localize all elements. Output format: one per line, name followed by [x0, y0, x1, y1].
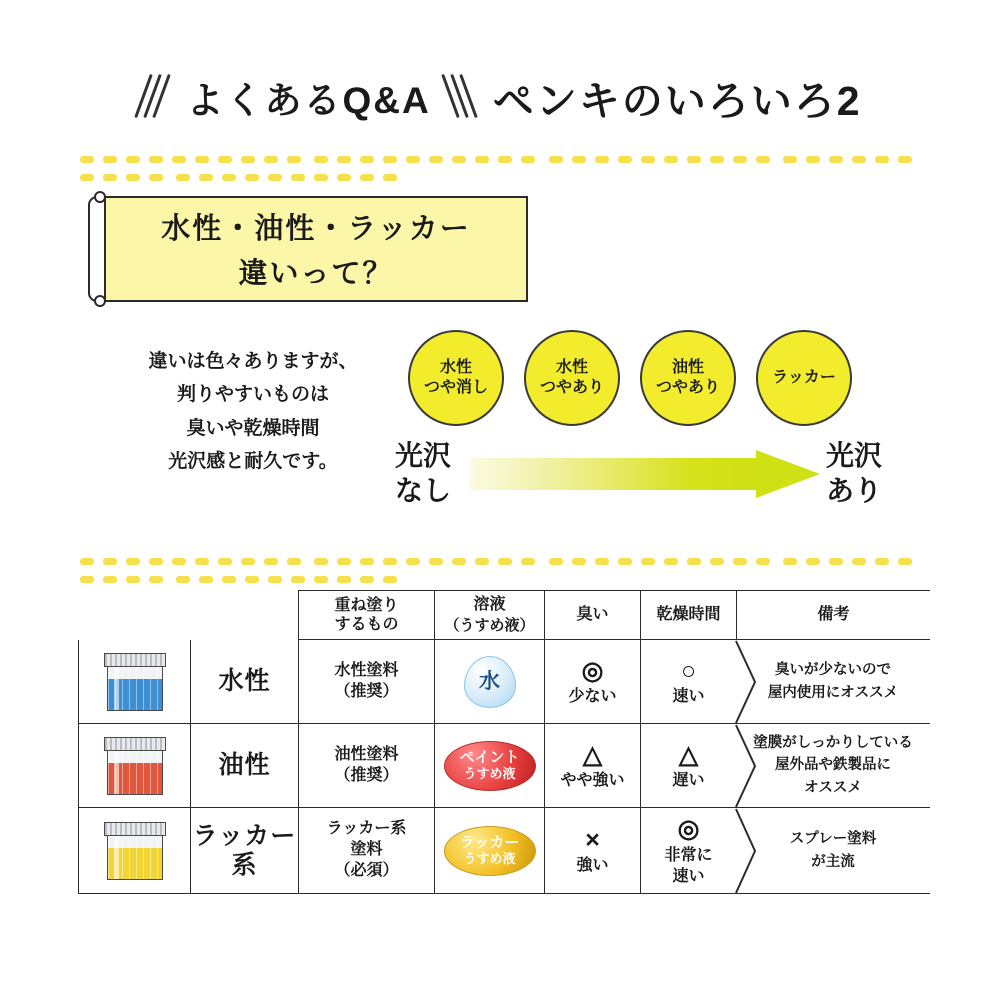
row1-dry-symbol: ○ — [680, 656, 697, 685]
banner-line2: 違いって？ — [238, 258, 394, 290]
row1-smell-symbol: ◎ — [581, 656, 604, 685]
slash-decor-right — [445, 73, 479, 121]
banner-line1: 水性・油性・ラッカー — [161, 213, 471, 245]
page-header — [0, 62, 1000, 132]
header-note — [736, 590, 930, 640]
note-arrow-icon — [735, 724, 757, 807]
row3-name-cell — [190, 808, 298, 894]
gloss-circle-1-line2: つや消し — [423, 379, 488, 396]
row3-note-line1: スプレー塗料 — [789, 831, 877, 848]
row2-note-line1: 塗膜がしっかりしている — [753, 734, 913, 751]
row2-solvent-cell — [434, 724, 544, 808]
row3-can-cell — [78, 808, 190, 894]
paint-can-icon — [104, 822, 166, 880]
lead-line-1: 違いは色々ありますが、 — [148, 351, 358, 372]
row2-dry-cell — [640, 724, 736, 808]
gloss-circle-3-line1: 油性 — [671, 359, 704, 376]
row2-overcoat-line1: 油性塗料 — [334, 745, 399, 763]
banner-text-box — [104, 196, 528, 302]
lead-line-4: 光沢感と耐久です。 — [168, 450, 338, 472]
header-solvent-line2: （うすめ液） — [444, 616, 535, 634]
section-banner — [88, 196, 528, 302]
gloss-right-line2: あり — [826, 475, 883, 506]
gloss-circle-1-line1: 水性 — [439, 359, 472, 376]
lacquer-thinner-icon — [444, 826, 536, 876]
row1-name: 水性 — [218, 667, 271, 696]
row2-smell-symbol: △ — [582, 740, 603, 769]
row2-note-cell — [736, 724, 930, 808]
row1-dry-cell — [640, 640, 736, 724]
row3-smell-symbol: × — [585, 825, 600, 854]
lead-line-3: 臭いや乾燥時間 — [186, 417, 320, 439]
gloss-circle-1 — [408, 330, 504, 426]
row1-note-cell — [736, 640, 930, 724]
row1-smell-cell — [544, 640, 640, 724]
gloss-scale-right-label — [826, 438, 936, 508]
row3-solvent-label: ラッカー — [459, 834, 520, 852]
paint-can-icon — [104, 653, 166, 711]
paint-can-icon — [104, 737, 166, 795]
gloss-left-line2: なし — [394, 475, 451, 506]
header-dry: 乾燥時間 — [640, 590, 736, 640]
divider-top — [80, 150, 940, 158]
row2-overcoat-line2: （推奨） — [334, 766, 399, 784]
row3-solvent-cell — [434, 808, 544, 894]
row3-dry-cell — [640, 808, 736, 894]
row3-dry-text-line2: 速い — [672, 867, 705, 885]
row1-overcoat-line2: （推奨） — [334, 682, 399, 700]
row1-solvent-label: 水 — [479, 669, 500, 693]
row3-dry-text-line1: 非常に — [664, 846, 713, 864]
note-arrow-icon — [735, 640, 757, 723]
header-note-label: 備考 — [817, 606, 850, 624]
row1-overcoat-line1: 水性塗料 — [334, 661, 399, 679]
row2-solvent-sub: うすめ液 — [463, 765, 516, 781]
row2-can-cell — [78, 724, 190, 808]
header-overcoat-line1: 重ね塗り — [334, 596, 399, 614]
divider-bottom — [80, 552, 940, 560]
table-row — [78, 808, 930, 894]
row3-note-cell — [736, 808, 930, 894]
row2-dry-text: 遅い — [672, 772, 705, 790]
row2-dry-symbol: △ — [678, 740, 699, 769]
gloss-left-line1: 光沢 — [394, 440, 451, 471]
gloss-circle-2-line1: 水性 — [555, 359, 588, 376]
table-row — [78, 724, 930, 808]
row3-overcoat-cell — [298, 808, 434, 894]
row1-note-line2: 屋内使用にオススメ — [767, 684, 899, 701]
lead-paragraph — [128, 345, 378, 478]
row3-solvent-sub: うすめ液 — [463, 850, 516, 866]
gloss-circle-4-line1: ラッカー — [772, 369, 836, 386]
row1-name-cell — [190, 640, 298, 724]
row1-can-cell — [78, 640, 190, 724]
gloss-circle-3 — [640, 330, 736, 426]
row3-note-line2: が主流 — [811, 853, 855, 870]
paint-thinner-icon — [444, 741, 536, 791]
row1-solvent-cell — [434, 640, 544, 724]
page-title: ペンキのいろいろ2 — [492, 77, 862, 124]
comparison-table — [78, 590, 930, 894]
row2-solvent-label: ペイント — [459, 749, 520, 767]
row1-overcoat-cell — [298, 640, 434, 724]
header-qa-label: よくあるQ&A — [186, 80, 431, 121]
table-header-row — [78, 590, 930, 640]
gloss-scale-left-label — [375, 438, 471, 508]
row2-smell-cell — [544, 724, 640, 808]
gloss-right-line1: 光沢 — [826, 440, 883, 471]
row2-smell-text: やや強い — [560, 772, 625, 790]
row3-overcoat-line2: 塗料 — [350, 841, 383, 859]
header-overcoat-line2: するもの — [334, 616, 399, 633]
row3-overcoat-line1: ラッカー系 — [326, 820, 407, 838]
slash-decor-left — [138, 73, 172, 121]
gloss-circle-3-line2: つやあり — [655, 379, 720, 396]
header-overcoat — [298, 590, 434, 640]
row3-dry-symbol: ◎ — [677, 815, 700, 844]
row2-overcoat-cell — [298, 724, 434, 808]
row3-smell-text: 強い — [576, 857, 609, 875]
gloss-circle-4 — [756, 330, 852, 426]
header-solvent — [434, 590, 544, 640]
table-row — [78, 640, 930, 724]
header-smell: 臭い — [544, 590, 640, 640]
row3-overcoat-line3: （必須） — [334, 861, 399, 879]
row2-name-cell — [190, 724, 298, 808]
gloss-gradient-arrow — [470, 450, 820, 498]
row1-smell-text: 少ない — [568, 688, 617, 706]
row1-dry-text: 速い — [672, 688, 705, 706]
lead-line-2: 判りやすいものは — [176, 384, 329, 406]
row3-smell-cell — [544, 808, 640, 894]
row3-name-line1: ラッカー — [192, 821, 297, 850]
row2-note-line2: 屋外品や鉄製品に — [775, 757, 891, 774]
header-solvent-line1: 溶液 — [473, 596, 506, 614]
row3-name-line2: 系 — [231, 850, 258, 879]
row2-name: 油性 — [218, 751, 271, 780]
gloss-circle-2 — [524, 330, 620, 426]
row1-note-line1: 臭いが少ないので — [775, 662, 891, 679]
row2-note-line3: オススメ — [804, 779, 862, 796]
gloss-circle-2-line2: つやあり — [539, 379, 604, 396]
note-arrow-icon — [735, 808, 757, 893]
water-drop-icon — [464, 656, 516, 708]
